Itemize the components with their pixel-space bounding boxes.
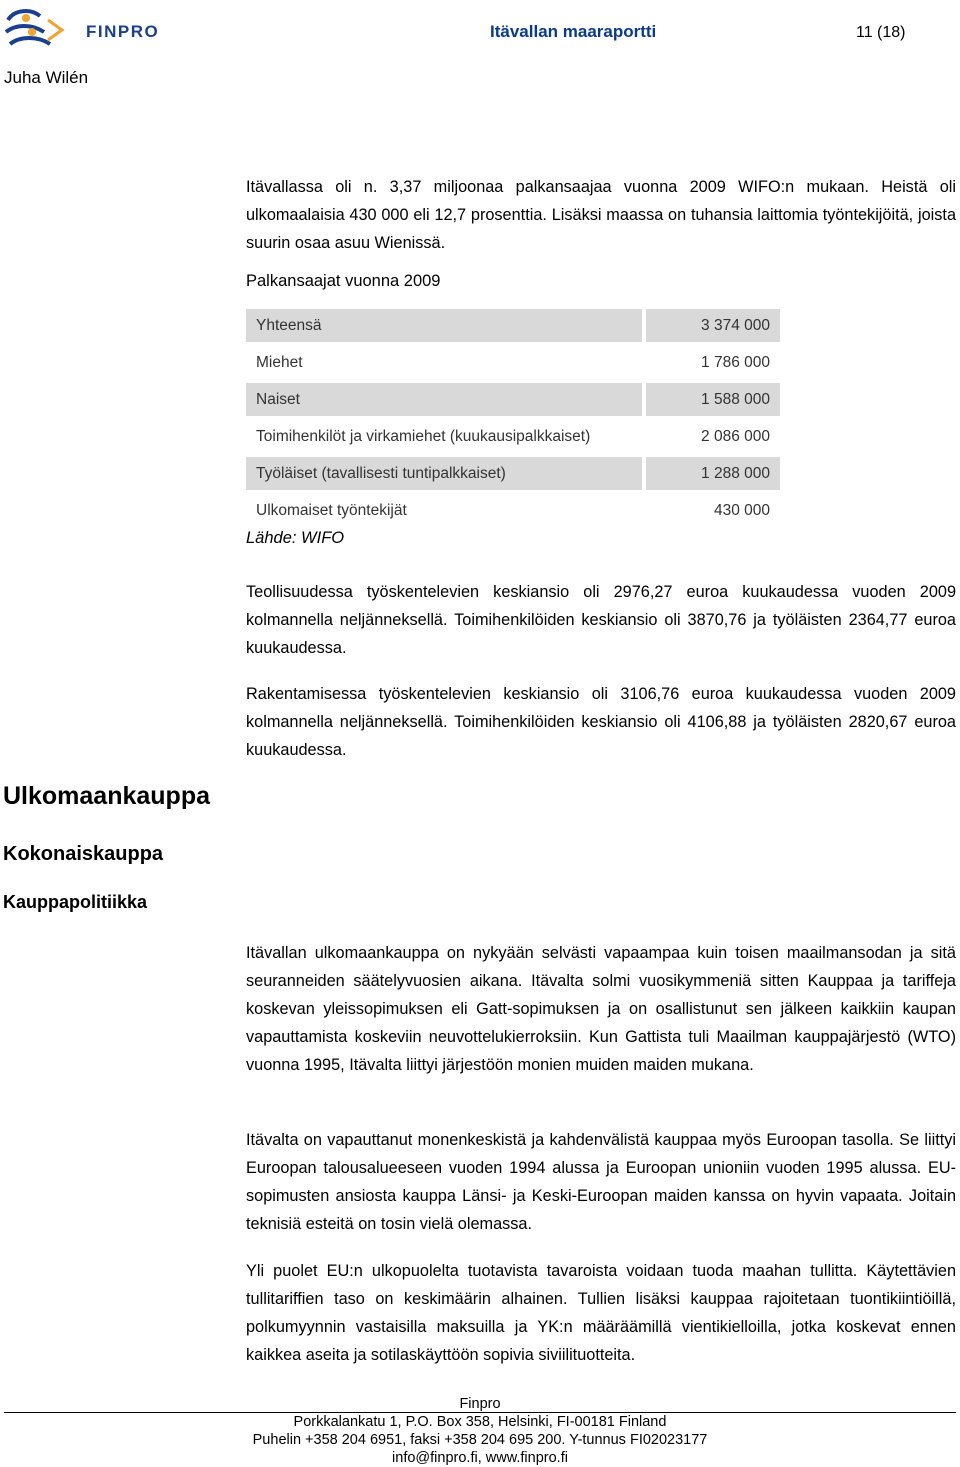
trade-paragraph: Itävallan ulkomaankauppa on nykyään selvästi vapaampaa kuin toisen maailmansodan ja sitä seuranneiden säätelyvuosien aikana. Itävalta solmi vuosikymmeniä sitten Kauppaa ja tariffeja koskevan yleissopimuksen eli Gatt-sopimuksen ja on osallistunut sen jälkeen kaikkiin kaupan vapauttamista koskeviin neuvottelukierroksiin. Kun Gattista tuli Maailman kauppajärjestö (WTO) vuonna 1995, Itävalta liittyi järjestöön monien muiden maiden mukana. [246,944,956,1074]
row-value: 1 588 000 [646,383,780,416]
table-row [246,494,780,527]
row-value: 1 288 000 [646,457,780,490]
trade-paragraph: Itävalta on vapauttanut monenkeskistä ja kahdenvälistä kauppaa myös Euroopan tasolla. Se liittyi Euroopan talousalueeseen vuoden 1994 alussa ja Euroopan unioniin vuoden 1995 alussa. EU-sopimusten ansiosta kauppa Länsi- ja Keski-Euroopan maiden kanssa on hyvin vapaata. Joitain teknisiä esteitä on tosin vielä olemassa. [246,1131,956,1233]
employees-table [242,305,784,531]
row-label: Miehet [256,353,303,371]
table-title: Palkansaajat vuonna 2009 [246,272,441,290]
intro-paragraph: Itävallassa oli n. 3,37 miljoonaa palkansaajaa vuonna 2009 WIFO:n mukaan. Heistä oli ulkomaalaisia 430 000 eli 12,7 prosenttia. Lisäksi maassa on tuhansia laittomia työntekijöitä, joista suurin osaa asuu Wienissä. [246,178,956,252]
row-label: Toimihenkilöt ja virkamiehet (kuukausipalkkaiset) [256,427,591,445]
table-source: Lähde: WIFO [246,529,345,547]
footer-contact[interactable]: info@finpro.fi, www.finpro.fi [392,1450,568,1466]
table-row [246,309,780,342]
logo-text: FINPRO [86,22,160,41]
table-row [246,457,780,490]
author-name: Juha Wilén [4,68,89,87]
finpro-logo-icon [4,6,174,50]
row-label: Ulkomaiset työntekijät [256,501,407,519]
row-value: 2 086 000 [701,427,770,445]
page-number: 11 (18) [856,24,906,41]
wage-paragraph: Rakentamisessa työskentelevien keskiansio oli 3106,76 euroa kuukaudessa vuoden 2009 kolmannella neljänneksellä. Toimihenkilöiden keskiansio oli 4106,88 ja työläisten 2820,67 euroa kuukaudessa. [246,685,956,759]
footer-org: Finpro [459,1396,501,1412]
footer-phones: Puhelin +358 204 6951, faksi +358 204 695 200. Y-tunnus FI02023177 [252,1432,708,1448]
intro-section [246,173,956,257]
row-value: 430 000 [713,501,770,519]
row-label: Naiset [246,383,642,416]
row-label: Yhteensä [246,309,642,342]
row-value: 1 786 000 [701,353,770,371]
heading-kokonaiskauppa: Kokonaiskauppa [3,843,164,865]
finpro-logo [4,6,174,50]
trade-paragraph: Yli puolet EU:n ulkopuolelta tuotavista tavaroista voidaan tuoda maahan tullitta. Käytettävien tullitariffien taso on keskimäärin alhainen. Tullien lisäksi kauppaa rajoitetaan tuontikiintiöillä, polkumyynnin vastaisilla maksuilla ja YK:n määräämillä vientikielloilla, jotka koskevat ennen kaikkea aseita ja sotilaskäyttöön sopivia siviilituotteita. [246,1262,956,1364]
heading-kauppapolitiikka: Kauppapolitiikka [3,892,148,912]
document-title: Itävallan maaraportti [490,22,657,41]
wage-paragraph: Teollisuudessa työskentelevien keskiansio oli 2976,27 euroa kuukaudessa vuoden 2009 kolmannella neljänneksellä. Toimihenkilöiden keskiansio oli 3870,76 ja työläisten 2364,77 euroa kuukaudessa. [246,583,956,657]
row-value: 3 374 000 [646,309,780,342]
heading-ulkomaankauppa: Ulkomaankauppa [3,782,211,810]
table-row [246,383,780,416]
row-label: Työläiset (tavallisesti tuntipalkkaiset) [246,457,642,490]
table-row [246,346,780,379]
table-row [246,420,780,453]
footer-address: Porkkalankatu 1, P.O. Box 358, Helsinki, FI-00181 Finland [293,1414,667,1430]
